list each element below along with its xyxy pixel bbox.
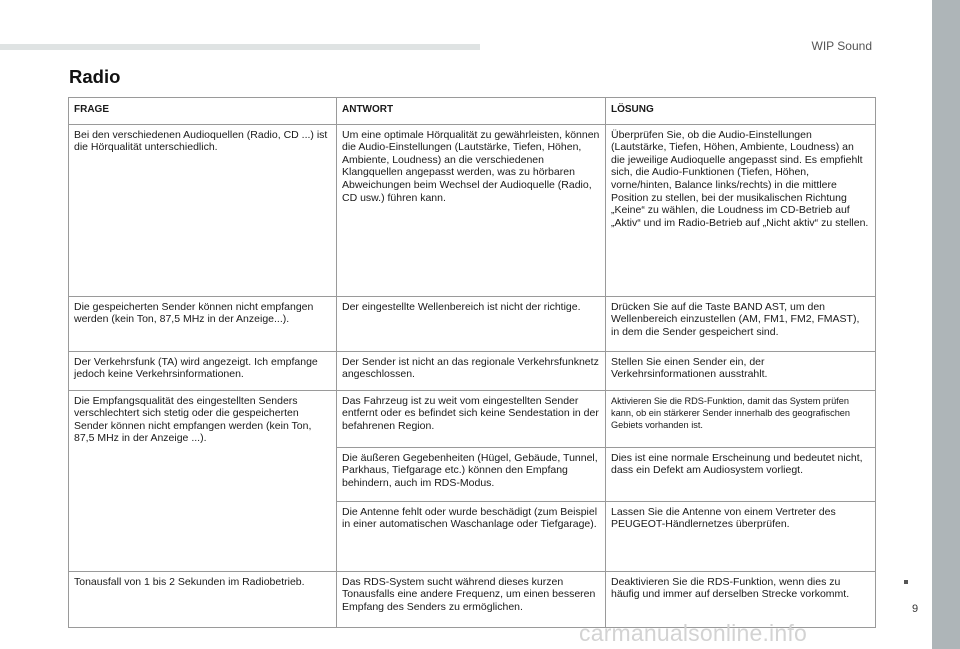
header-loesung: LÖSUNG (606, 98, 876, 125)
answer-cell: Der eingestellte Wellenbereich ist nicht der richtige. (337, 296, 606, 351)
table-row (69, 351, 876, 390)
table-row (69, 124, 876, 296)
solution-cell: Drücken Sie auf die Taste BAND AST, um den Wellenbereich einzustellen (AM, FM1, FM2, FMAST), in dem die Sender gespeichert sind. (606, 296, 876, 351)
section-label: WIP Sound (811, 39, 872, 53)
header-frage: FRAGE (69, 98, 337, 125)
header-rule (0, 44, 480, 50)
table-header-row (69, 98, 876, 125)
question-cell: Bei den verschiedenen Audioquellen (Radio, CD ...) ist die Hörqualität unterschiedlich. (69, 124, 337, 296)
answer-cell: Um eine optimale Hörqualität zu gewährleisten, können die Audio-Einstellungen (Lautstärke, Tiefen, Höhen, Ambiente, Loudness) an die verschiedenen Klangquellen angepasst werden, was zu hörbaren Abweichungen beim Wechsel der Audioquelle (Radio, CD usw.) führen kann. (337, 124, 606, 296)
answer-cell: Die Antenne fehlt oder wurde beschädigt (zum Beispiel in einer automatischen Waschanlage oder Tiefgarage). (337, 501, 606, 571)
answer-cell: Das RDS-System sucht während dieses kurzen Tonausfalls eine andere Frequenz, um einen besseren Empfang des Senders zu ermöglichen. (337, 571, 606, 627)
solution-cell: Deaktivieren Sie die RDS-Funktion, wenn dies zu häufig und immer auf derselben Strecke vorkommt. (606, 571, 876, 627)
header-antwort: ANTWORT (337, 98, 606, 125)
question-cell: Die gespeicherten Sender können nicht empfangen werden (kein Ton, 87,5 MHz in der Anzeige...). (69, 296, 337, 351)
question-cell: Der Verkehrsfunk (TA) wird angezeigt. Ich empfange jedoch keine Verkehrsinformationen. (69, 351, 337, 390)
answer-cell: Der Sender ist nicht an das regionale Verkehrsfunknetz angeschlossen. (337, 351, 606, 390)
troubleshooting-table (68, 97, 876, 628)
solution-cell: Aktivieren Sie die RDS-Funktion, damit das System prüfen kann, ob ein stärkerer Sender innerhalb des geografischen Gebiets vorhanden ist. (606, 390, 876, 447)
question-cell: Tonausfall von 1 bis 2 Sekunden im Radiobetrieb. (69, 571, 337, 627)
page-marker (904, 580, 908, 584)
answer-cell: Die äußeren Gegebenheiten (Hügel, Gebäude, Tunnel, Parkhaus, Tiefgarage etc.) können den Empfang behindern, auch im RDS-Modus. (337, 447, 606, 501)
table-row (69, 571, 876, 627)
answer-cell: Das Fahrzeug ist zu weit vom eingestellten Sender entfernt oder es befindet sich keine Sendestation in der befahrenen Region. (337, 390, 606, 447)
solution-cell: Dies ist eine normale Erscheinung und bedeutet nicht, dass ein Defekt am Audiosystem vorliegt. (606, 447, 876, 501)
solution-cell: Stellen Sie einen Sender ein, der Verkehrsinformationen ausstrahlt. (606, 351, 876, 390)
question-cell: Die Empfangsqualität des eingestellten Senders verschlechtert sich stetig oder die gespeicherten Sender können nicht empfangen werden (kein Ton, 87,5 MHz in der Anzeige ...). (69, 390, 337, 571)
solution-cell: Überprüfen Sie, ob die Audio-Einstellungen (Lautstärke, Tiefen, Höhen, Ambiente, Loudness) an die jeweilige Audioquelle angepasst sind. Es empfiehlt sich, die Audio-Funktionen (Tiefen, Höhen, vorne/hinten, Balance links/rechts) in die mittlere Position zu stellen, bei der musikalischen Richtung „Keine“ zu wählen, die Loudness im CD-Betrieb auf „Aktiv“ und im Radio-Betrieb auf „Nicht aktiv“ zu stellen. (606, 124, 876, 296)
solution-cell: Lassen Sie die Antenne von einem Vertreter des PEUGEOT-Händlernetzes überprüfen. (606, 501, 876, 571)
table-row (69, 296, 876, 351)
watermark: carmanualsonline.info (579, 620, 807, 646)
table-row (69, 390, 876, 447)
page-number: 9 (912, 603, 919, 615)
chapter-side-band (932, 0, 960, 649)
page-title: Radio (69, 66, 121, 87)
